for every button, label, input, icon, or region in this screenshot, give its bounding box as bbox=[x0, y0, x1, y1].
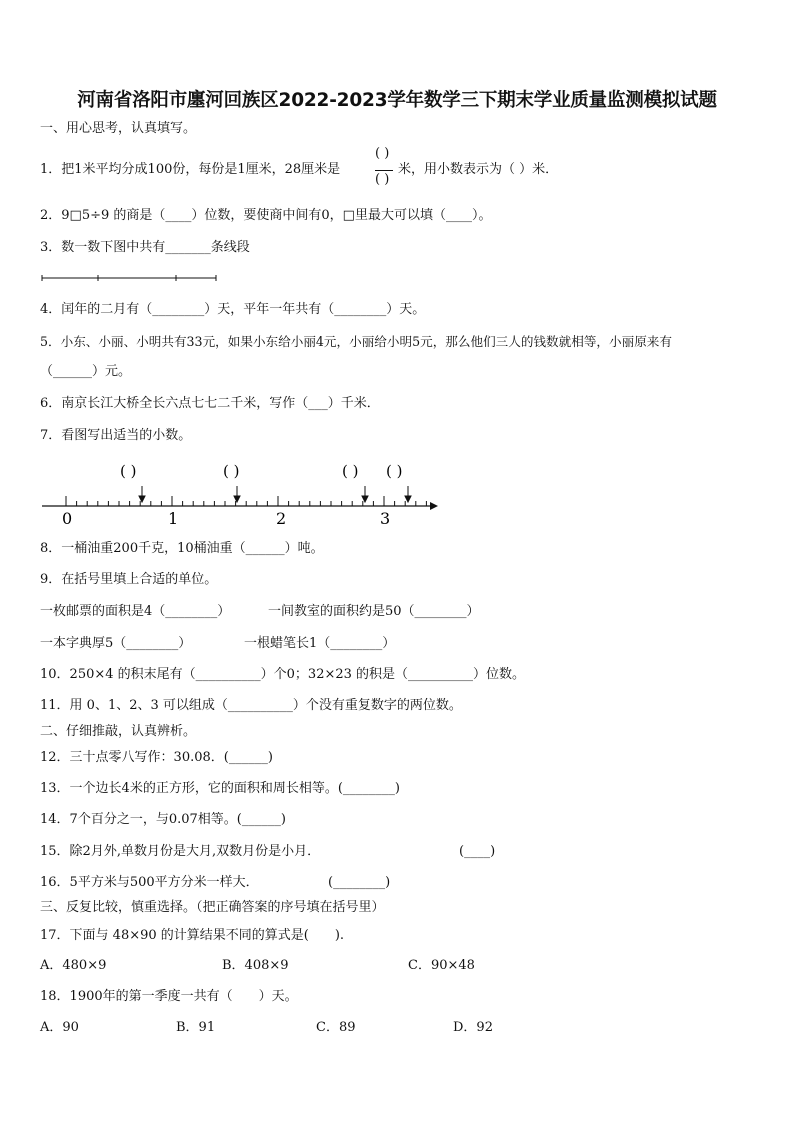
question-6: 6．南京长江大桥全长六点七七二千米，写作（___）千米． bbox=[40, 396, 380, 411]
answer-blank: ( ) bbox=[120, 462, 137, 480]
pointer-arrow-head bbox=[405, 496, 411, 502]
question-2: 2．9□5÷9 的商是（____）位数，要使商中间有0，□里最大可以填（____）。 bbox=[40, 208, 492, 223]
axis-labels bbox=[62, 509, 390, 528]
axis-ticks bbox=[66, 496, 426, 506]
question-8: 8．一桶油重200千克，10桶油重（______）吨。 bbox=[40, 541, 324, 556]
section-heading-1: 一、用心思考，认真填写。 bbox=[40, 121, 197, 136]
page-title: 河南省洛阳市廛河回族区2022-2023学年数学三下期末学业质量监测模拟试题 bbox=[77, 90, 717, 111]
fraction-denominator: ( ) bbox=[375, 172, 390, 187]
number-line-figure bbox=[40, 456, 440, 528]
option-a: A．90 bbox=[40, 1020, 79, 1035]
question-12: 12．三十点零八写作：30.08．(______) bbox=[40, 750, 273, 765]
question-9-d: 一根蜡笔长1（________） bbox=[244, 636, 396, 651]
option-b: B．91 bbox=[176, 1020, 216, 1035]
section-heading-3: 三、反复比较，慎重选择。（把正确答案的序号填在括号里） bbox=[40, 900, 385, 915]
segment-figure bbox=[40, 268, 220, 284]
answer-blank: ( ) bbox=[342, 462, 359, 480]
option-c: C．90×48 bbox=[408, 958, 475, 973]
question-4: 4．闰年的二月有（________）天，平年一年共有（________）天。 bbox=[40, 302, 426, 317]
axis-label-1: 1 bbox=[168, 509, 179, 528]
question-15-blank: (____) bbox=[459, 844, 496, 859]
axis-label-3: 3 bbox=[380, 509, 391, 528]
option-d: D．92 bbox=[453, 1020, 493, 1035]
axis-label-2: 2 bbox=[276, 509, 287, 528]
question-1-text: 1．把1米平均分成100份，每份是1厘米，28厘米是 bbox=[40, 162, 341, 177]
section-heading-2: 二、仔细推敲，认真辨析。 bbox=[40, 724, 197, 739]
answer-blank: ( ) bbox=[386, 462, 403, 480]
question-9-a: 一枚邮票的面积是4（________） bbox=[40, 604, 231, 619]
blank-labels bbox=[120, 462, 402, 480]
option-c: C．89 bbox=[316, 1020, 356, 1035]
question-5-cont: （______）元。 bbox=[40, 364, 132, 379]
fraction-bar bbox=[375, 170, 393, 171]
question-9-c: 一本字典厚5（________） bbox=[40, 636, 192, 651]
question-13: 13．一个边长4米的正方形，它的面积和周长相等。(________) bbox=[40, 781, 400, 796]
arrows bbox=[139, 486, 411, 502]
fraction-blank bbox=[373, 146, 397, 194]
question-17: 17．下面与 48×90 的计算结果不同的算式是( ). bbox=[40, 928, 345, 943]
question-3: 3．数一数下图中共有_______条线段 bbox=[40, 240, 250, 255]
axis-label-0: 0 bbox=[62, 509, 73, 528]
question-16-blank: (________) bbox=[328, 875, 391, 890]
question-7: 7．看图写出适当的小数。 bbox=[40, 428, 192, 443]
question-10: 10．250×4 的积末尾有（__________）个0；32×23 的积是（__________）位数。 bbox=[40, 667, 526, 682]
question-9: 9．在括号里填上合适的单位。 bbox=[40, 572, 218, 587]
question-18: 18．1900年的第一季度一共有（ ）天。 bbox=[40, 989, 298, 1004]
question-16: 16．5平方米与500平方分米一样大． bbox=[40, 875, 259, 890]
question-14: 14．7个百分之一，与0.07相等。(______) bbox=[40, 812, 286, 827]
pointer-arrow-head bbox=[234, 496, 240, 502]
question-5: 5．小东、小丽、小明共有33元，如果小东给小丽4元，小丽给小明5元，那么他们三人的钱数就相等，小丽原来有 bbox=[40, 334, 672, 349]
fraction-numerator: ( ) bbox=[375, 146, 390, 161]
option-a: A．480×9 bbox=[40, 958, 107, 973]
question-1 bbox=[40, 162, 340, 178]
answer-blank: ( ) bbox=[223, 462, 240, 480]
option-b: B．408×9 bbox=[222, 958, 289, 973]
question-15: 15．除2月外,单数月份是大月,双数月份是小月． bbox=[40, 844, 321, 859]
question-9-b: 一间教室的面积约是50（________） bbox=[268, 604, 480, 619]
question-11: 11．用 0、1、2、3 可以组成（__________）个没有重复数字的两位数。 bbox=[40, 698, 462, 713]
axis-arrow bbox=[430, 502, 438, 510]
question-1-tail: 米，用小数表示为（ ）米． bbox=[398, 162, 559, 177]
